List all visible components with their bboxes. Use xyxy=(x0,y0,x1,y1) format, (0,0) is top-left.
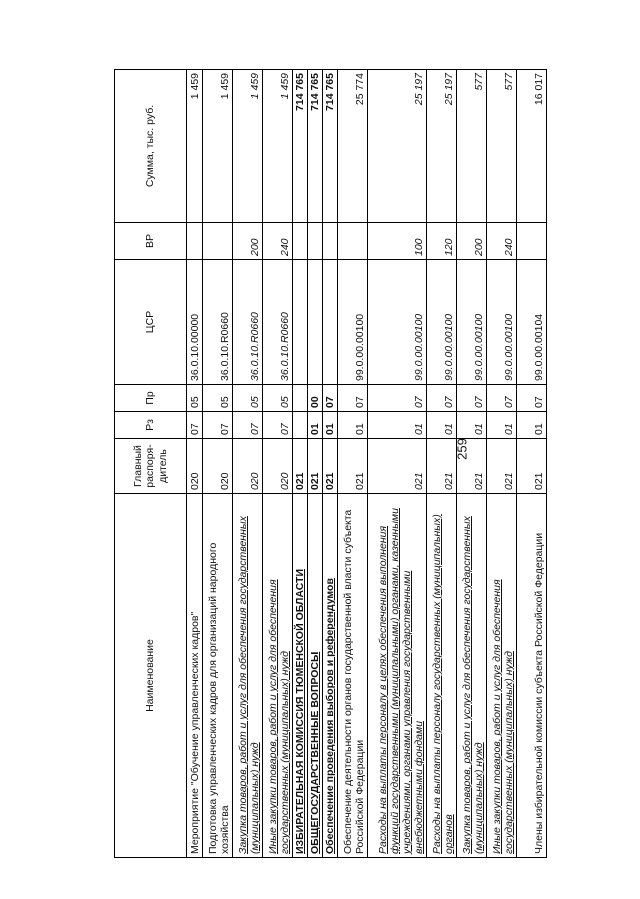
cell-glavny: 020 xyxy=(203,439,233,494)
cell-name xyxy=(517,494,547,858)
cell-vr: 200 xyxy=(233,223,263,260)
table-row xyxy=(203,70,233,858)
row-name-text: Подготовка управленческих кадров для организаций народного хозяйства xyxy=(206,542,231,854)
cell-pr: 07 xyxy=(457,385,487,412)
cell-name xyxy=(233,494,263,858)
row-name-text: ИЗБИРАТЕЛЬНАЯ КОМИССИЯ ТЮМЕНСКОЙ ОБЛАСТИ xyxy=(294,569,306,854)
page-number: 259 xyxy=(454,438,470,460)
cell-rz: 07 xyxy=(187,412,203,439)
row-name-text: Закупка товаров, работ и услуг для обеспечения государственных (муниципальных) нужд xyxy=(236,516,261,854)
cell-vr xyxy=(517,223,547,260)
cell-sum: 16 017 xyxy=(517,70,547,223)
cell-csr: 36.0.10.00000 xyxy=(187,260,203,385)
row-name-text: Мероприятие "Обучение управленческих кадров" xyxy=(188,611,201,854)
cell-sum: 25 774 xyxy=(338,70,368,223)
cell-glavny: 021 xyxy=(457,439,487,494)
row-name-text: Иные закупки товаров, работ и услуг для обеспечения государственных (муниципальных) нужд xyxy=(491,579,516,854)
cell-glavny: 021 xyxy=(308,439,323,494)
cell-rz: 01 xyxy=(517,412,547,439)
header-csr: ЦСР xyxy=(115,260,187,385)
row-name-text: Расходы на выплаты персоналу в целях обеспечения выполнения функций государственными (муниципальными) органами, казенными учреждениями, органами управления государственными внебюджетными фондами xyxy=(376,508,426,854)
cell-name xyxy=(263,494,293,858)
cell-vr xyxy=(323,223,338,260)
cell-sum: 25 197 xyxy=(427,70,457,223)
cell-csr: 99.0.00.00100 xyxy=(427,260,457,385)
cell-name xyxy=(427,494,457,858)
row-name-text: ОБЩЕГОСУДАРСТВЕННЫЕ ВОПРОСЫ xyxy=(309,651,322,854)
cell-csr: 36.0.10.R0660 xyxy=(233,260,263,385)
table-row xyxy=(263,70,293,858)
cell-name xyxy=(308,494,323,858)
cell-glavny: 021 xyxy=(338,439,368,494)
row-name-text: Обеспечение проведения выборов и референдумов xyxy=(324,578,337,854)
cell-sum: 1 459 xyxy=(187,70,203,223)
table-row xyxy=(293,70,308,858)
table-row xyxy=(457,70,487,858)
table-row xyxy=(427,70,457,858)
header-sum: Сумма, тыс. руб. xyxy=(115,70,187,223)
cell-pr: 07 xyxy=(323,385,338,412)
row-name-text: Обеспечение деятельности органов государственной власти субъекта Российской Федерации xyxy=(342,509,367,854)
cell-rz: 01 xyxy=(487,412,517,439)
cell-csr: 36.0.10.R0660 xyxy=(203,260,233,385)
cell-glavny: 021 xyxy=(323,439,338,494)
cell-pr: 05 xyxy=(187,385,203,412)
cell-rz xyxy=(293,412,308,439)
rotated-table-frame xyxy=(114,70,546,858)
cell-vr xyxy=(187,223,203,260)
cell-sum: 1 459 xyxy=(263,70,293,223)
cell-rz: 01 xyxy=(457,412,487,439)
cell-glavny: 021 xyxy=(427,439,457,494)
row-name-text: Члены избирательной комиссии субъекта Российской Федерации xyxy=(533,532,546,854)
budget-table xyxy=(114,69,547,858)
cell-vr xyxy=(308,223,323,260)
cell-glavny: 021 xyxy=(487,439,517,494)
cell-name xyxy=(203,494,233,858)
cell-rz: 01 xyxy=(323,412,338,439)
cell-pr: 05 xyxy=(203,385,233,412)
cell-name xyxy=(323,494,338,858)
table-row xyxy=(233,70,263,858)
cell-csr xyxy=(308,260,323,385)
budget-table-container xyxy=(114,70,546,858)
cell-name xyxy=(457,494,487,858)
header-name: Наименование xyxy=(115,494,187,858)
cell-vr: 240 xyxy=(263,223,293,260)
cell-pr: 07 xyxy=(487,385,517,412)
cell-pr: 07 xyxy=(427,385,457,412)
cell-rz: 07 xyxy=(263,412,293,439)
cell-name xyxy=(293,494,308,858)
cell-pr: 05 xyxy=(233,385,263,412)
cell-pr: 07 xyxy=(517,385,547,412)
cell-vr: 240 xyxy=(487,223,517,260)
cell-glavny: 020 xyxy=(187,439,203,494)
table-row xyxy=(187,70,203,858)
cell-glavny: 021 xyxy=(517,439,547,494)
row-name-text: Иные закупки товаров, работ и услуг для обеспечения государственных (муниципальных) нужд xyxy=(266,579,291,854)
cell-csr: 99.0.00.00104 xyxy=(517,260,547,385)
cell-vr: 120 xyxy=(427,223,457,260)
cell-sum: 1 459 xyxy=(233,70,263,223)
header-vr: ВР xyxy=(115,223,187,260)
cell-rz: 01 xyxy=(368,412,427,439)
cell-vr xyxy=(293,223,308,260)
cell-glavny: 020 xyxy=(233,439,263,494)
cell-name xyxy=(487,494,517,858)
cell-csr: 36.0.10.R0660 xyxy=(263,260,293,385)
cell-rz: 01 xyxy=(338,412,368,439)
cell-sum: 1 459 xyxy=(203,70,233,223)
table-row xyxy=(368,70,427,858)
cell-vr xyxy=(203,223,233,260)
cell-rz: 01 xyxy=(308,412,323,439)
cell-pr: 07 xyxy=(338,385,368,412)
table-row xyxy=(487,70,517,858)
cell-sum: 714 765 xyxy=(323,70,338,223)
cell-pr: 07 xyxy=(368,385,427,412)
header-rz: Рз xyxy=(115,412,187,439)
cell-vr xyxy=(338,223,368,260)
cell-rz: 01 xyxy=(427,412,457,439)
table-row xyxy=(308,70,323,858)
row-name-text: Закупка товаров, работ и услуг для обеспечения государственных (муниципальных) нужд xyxy=(461,516,486,854)
cell-csr: 99.0.00.00100 xyxy=(457,260,487,385)
cell-glavny: 020 xyxy=(263,439,293,494)
cell-name xyxy=(368,494,427,858)
cell-sum: 577 xyxy=(457,70,487,223)
cell-glavny: 021 xyxy=(368,439,427,494)
cell-sum: 714 765 xyxy=(308,70,323,223)
cell-csr: 99.0.00.00100 xyxy=(487,260,517,385)
cell-csr xyxy=(293,260,308,385)
row-name-text: Расходы на выплаты персоналу государственных (муниципальных) органов xyxy=(431,514,456,854)
header-glavny: Главный распоря-дитель xyxy=(115,439,187,494)
cell-rz: 07 xyxy=(233,412,263,439)
cell-pr xyxy=(293,385,308,412)
cell-pr: 00 xyxy=(308,385,323,412)
cell-sum: 25 197 xyxy=(368,70,427,223)
cell-csr: 99.0.00.00100 xyxy=(338,260,368,385)
cell-name xyxy=(338,494,368,858)
header-pr: Пр xyxy=(115,385,187,412)
cell-pr: 05 xyxy=(263,385,293,412)
cell-glavny: 021 xyxy=(293,439,308,494)
cell-csr xyxy=(323,260,338,385)
table-row xyxy=(517,70,547,858)
cell-name xyxy=(187,494,203,858)
cell-sum: 577 xyxy=(487,70,517,223)
cell-rz: 07 xyxy=(203,412,233,439)
cell-sum: 714 765 xyxy=(293,70,308,223)
cell-vr: 200 xyxy=(457,223,487,260)
cell-vr: 100 xyxy=(368,223,427,260)
cell-csr: 99.0.00.00100 xyxy=(368,260,427,385)
table-header-row xyxy=(115,70,187,858)
table-row xyxy=(323,70,338,858)
table-row xyxy=(338,70,368,858)
